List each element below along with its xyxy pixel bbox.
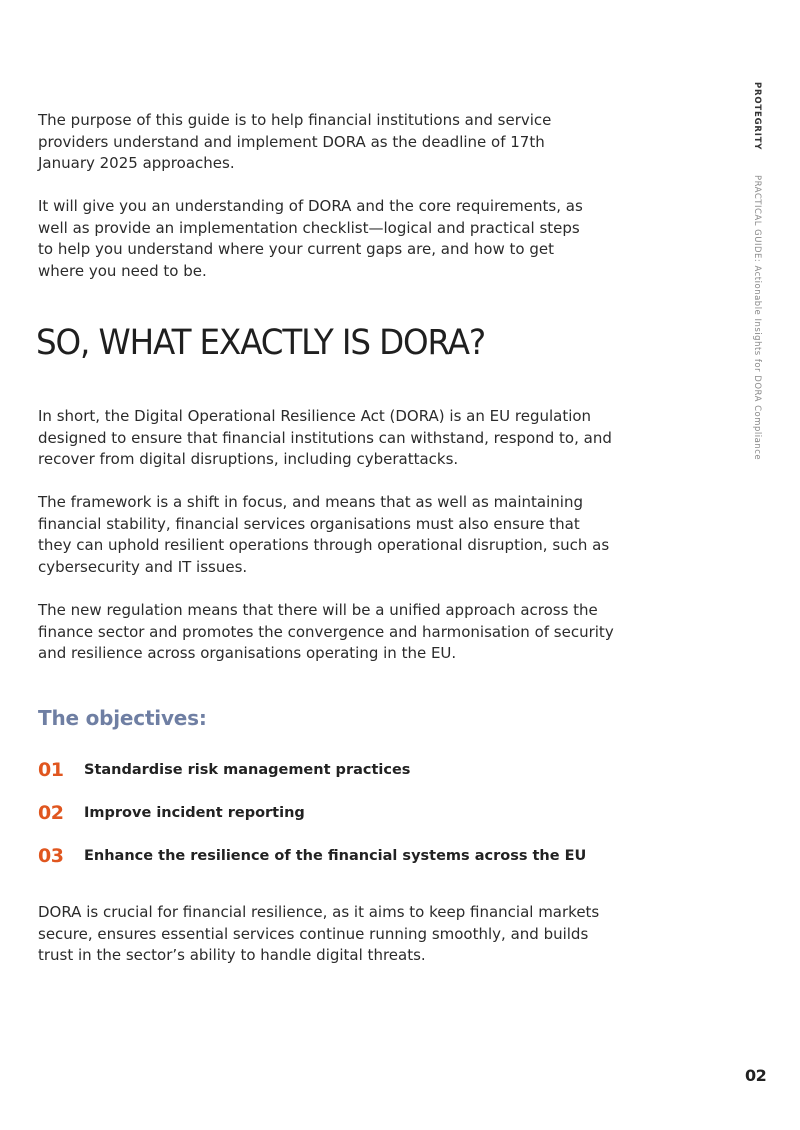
objectives-list (38, 748, 638, 877)
section-paragraph-1: In short, the Digital Operational Resilience Act (DORA) is an EU regulation designed to ensure that financial institutions can withstand, respond to, and recover from digital disruptions, including cyberattacks. (38, 407, 612, 469)
objective-item-3 (38, 834, 638, 877)
intro-paragraph-1: The purpose of this guide is to help financial institutions and service providers understand and implement DORA as the deadline of 17th January 2025 approaches. (38, 111, 552, 173)
objective-text: Improve incident reporting (84, 804, 305, 821)
objective-number: 01 (38, 758, 64, 781)
objective-text: Enhance the resilience of the financial systems across the EU (84, 847, 587, 864)
intro-paragraph-2: It will give you an understanding of DORA and the core requirements, as well as provide an implementation checklist—logical and practical steps to help you understand where your current gaps are, and how to get where you need to be. (38, 197, 583, 280)
section-heading: SO, WHAT EXACTLY IS DORA? (36, 323, 486, 363)
objective-text: Standardise risk management practices (84, 761, 411, 778)
objectives-title: The objectives: (38, 706, 207, 730)
objective-number: 03 (38, 844, 64, 867)
objective-number: 02 (38, 801, 64, 824)
objective-item-1 (38, 748, 638, 791)
objective-item-2 (38, 791, 638, 834)
section-paragraph-2: The framework is a shift in focus, and means that as well as maintaining financial stability, financial services organisations must also ensure that they can uphold resilient operations through operational disruption, such as cybersecurity and IT issues. (38, 493, 610, 576)
page-number: 02 (745, 1066, 767, 1085)
guide-title: PRACTICAL GUIDE: Actionable Insights for DORA Compliance (752, 175, 762, 461)
closing-paragraph: DORA is crucial for financial resilience, as it aims to keep financial markets secure, ensures essential services continue running smoothly, and builds trust in the sector’s ability to handle digital threats. (38, 903, 600, 965)
section-paragraph-3: The new regulation means that there will be a unified approach across the finance sector and promotes the convergence and harmonisation of security and resilience across organisations operating in the EU. (38, 601, 614, 663)
brand-name: PROTEGRITY (752, 82, 762, 151)
